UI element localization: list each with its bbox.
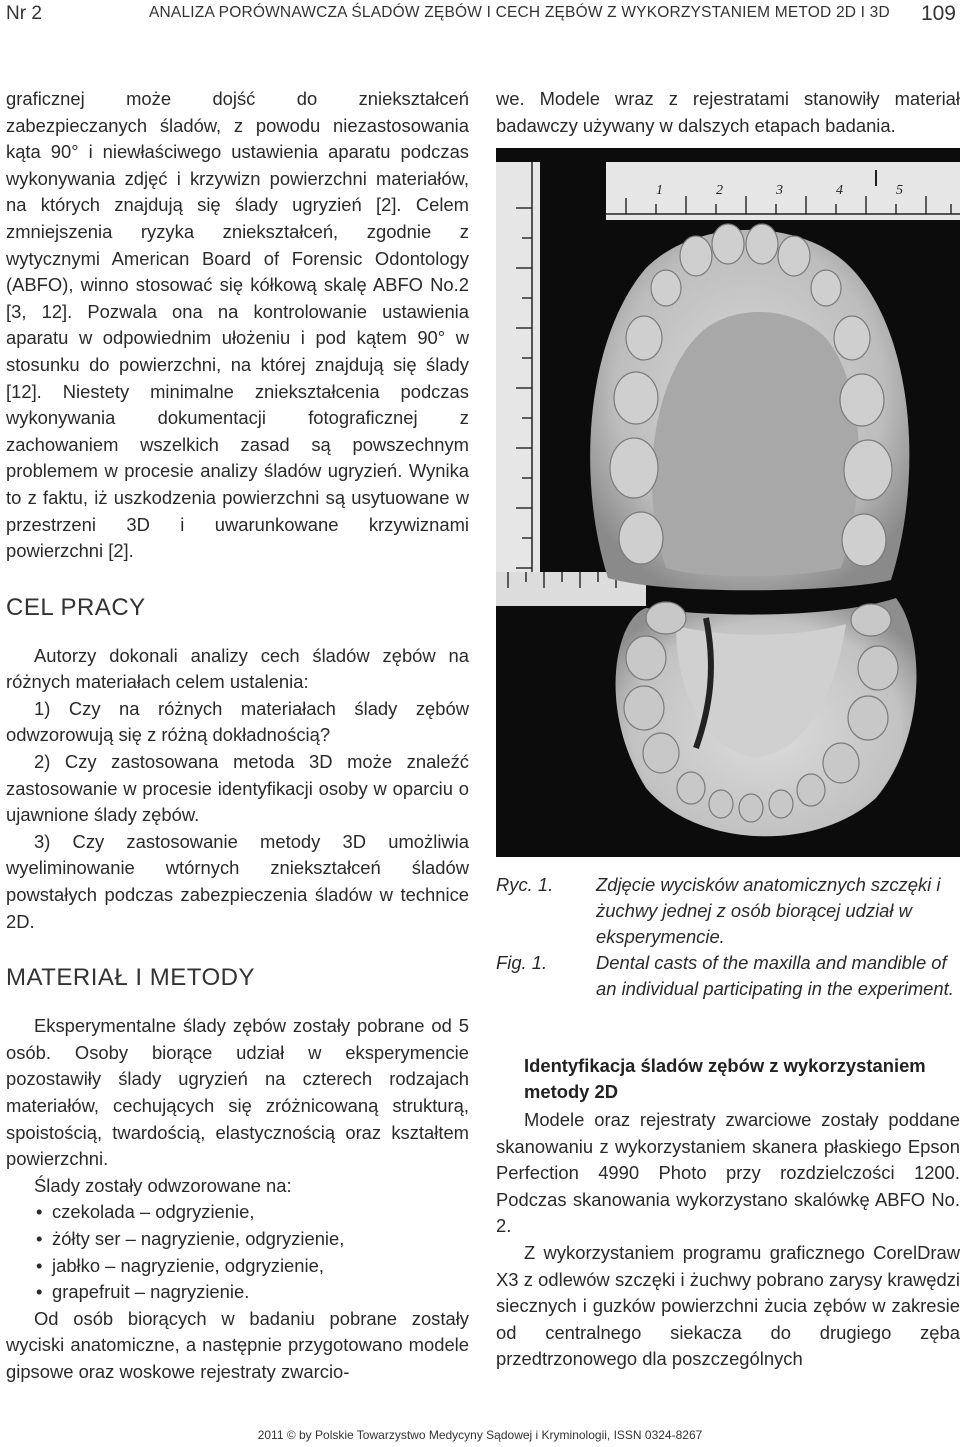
- issue-number: Nr 2: [6, 3, 42, 24]
- coreldraw-paragraph: Z wykorzystaniem programu graficznego CorelDraw X3 z odlewów szczęki i żuchwy pobrano zarysy krawędzi siecznych i guzków powierzchni żucia zębów w zakresie od centralnego siekacza do drugiego zęba przedtrzonowego dla poszczególnych: [496, 1241, 960, 1370]
- paragraph-continued: we. Modele wraz z rejestratami stanowiły materiał badawczy używany w dalszych etapach badania.: [496, 88, 960, 136]
- list-item: • jabłko – nagryzienie, odgryzienie,: [36, 1254, 324, 1276]
- subsection-heading: Identyfikacja śladów zębów z wykorzystaniem metody 2D: [524, 1055, 926, 1102]
- scale-number: 5: [896, 183, 903, 198]
- figure-caption: [496, 872, 960, 1002]
- materials-list: [6, 1199, 469, 1305]
- figure-dental-casts: [496, 148, 960, 857]
- caption-label-pl: Ryc. 1.: [496, 874, 554, 895]
- scale-number: 3: [776, 183, 783, 198]
- scan-paragraph: Modele oraz rejestraty zwarciowe zostały poddane skanowaniu z wykorzystaniem skanera płaskiego Epson Perfection 4990 Photo przy rozdzielczości 1200. Podczas skanowania wykorzystano skalówkę ABFO No. 2.: [496, 1109, 960, 1237]
- aim-2: 2) Czy zastosowana metoda 3D może znaleźć zastosowanie w procesie identyfikacji osoby w oparciu o ujawnione ślady zębów.: [6, 751, 469, 826]
- section-heading-methods: MATERIAŁ I METODY: [6, 964, 255, 992]
- methods-paragraph-1: Eksperymentalne ślady zębów zostały pobrane od 5 osób. Osoby biorące udział w eksperymencie pozostawiły ślady ugryzień na czterech rodzajach materiałów, cechujących się zróżnicowaną strukturą, spoistością, twardością, elastycznością oraz kształtem powierzchni.: [6, 1015, 469, 1170]
- caption-text-pl: Zdjęcie wycisków anatomicznych szczęki i żuchwy jednej z osób biorącej udział w eksperymencie.: [596, 874, 941, 947]
- scale-number: 1: [656, 183, 663, 198]
- list-item: • żółty ser – nagryzienie, odgryzienie,: [36, 1227, 345, 1249]
- scale-ruler-vertical: [496, 162, 540, 592]
- page-number: 109: [920, 2, 956, 25]
- list-item: • czekolada – odgryzienie,: [36, 1201, 255, 1223]
- page-header: [0, 0, 960, 30]
- aim-3: 3) Czy zastosowanie metody 3D umożliwia wyeliminowanie wtórnych zniekształceń śladów powstałych podczas zabezpieczenia śladów w technice 2D.: [6, 830, 469, 932]
- page-footer: 2011 © by Polskie Towarzystwo Medycyny Sądowej i Kryminologii, ISSN 0324-8267: [257, 1428, 703, 1442]
- right-column-top: [496, 86, 960, 139]
- paragraph-intro: graficznej może dojść do zniekształceń zabezpieczanych śladów, z powodu niezastosowania kąta 90° i niewłaściwego ustawienia aparatu podczas wykonywania zdjęć i krzywizn powierzchni materiałów, na których znajdują się ślady ugryzień [2]. Celem zmniejszenia ryzyka zniekształceń, zgodnie z wytycznymi American Board of Forensic Odontology (ABFO), winno stosować się kółkową skalę ABFO No.2 [3, 12]. Pozwala ona na kontrolowanie ustawienia aparatu w odpowiednim ułożeniu i pod kątem 90° w stosunku do powierzchni, na której znajdują się ślady [12]. Niestety minimalne zniekształcenia podczas wykonywania dokumentacji fotograficznej z zachowaniem wszelkich zasad są powszechnym problemem w procesie analizy śladów ugryzień. Wynika to z faktu, iż uszkodzenia powierzchni są usytuowane w przestrzeni 3D i uwarunkowane krzywiznami powierzchni [2].: [6, 88, 469, 562]
- aims-intro: Autorzy dokonali analizy cech śladów zębów na różnych materiałach celem ustalenia:: [6, 644, 469, 693]
- scale-number: 4: [836, 183, 843, 198]
- right-column-bottom: [496, 1107, 960, 1373]
- scale-number: 2: [716, 183, 723, 198]
- section-heading-aims: CEL PRACY: [6, 593, 146, 621]
- methods-paragraph-3: Od osób biorących w badaniu pobrane zostały wyciski anatomiczne, a następnie przygotowano modele gipsowe oraz woskowe rejestraty zwarcio-: [6, 1307, 469, 1382]
- left-column: [6, 86, 469, 1386]
- caption-text-en: Dental casts of the maxilla and mandible of an individual participating in the experiment.: [596, 952, 954, 999]
- running-title: ANALIZA PORÓWNAWCZA ŚLADÓW ZĘBÓW I CECH ZĘBÓW Z WYKORZYSTANIEM METOD 2D I 3D: [149, 4, 890, 21]
- caption-label-en: Fig. 1.: [496, 952, 548, 973]
- list-item: • grapefruit – nagryzienie.: [36, 1281, 250, 1303]
- aim-1: 1) Czy na różnych materiałach ślady zębów odwzorowują się z różną dokładnością?: [6, 697, 469, 746]
- mandible-cast: [616, 598, 917, 836]
- methods-paragraph-2: Ślady zostały odwzorowane na:: [34, 1174, 292, 1196]
- scale-ruler-horizontal: [606, 162, 960, 220]
- dental-casts-photo: [496, 148, 960, 857]
